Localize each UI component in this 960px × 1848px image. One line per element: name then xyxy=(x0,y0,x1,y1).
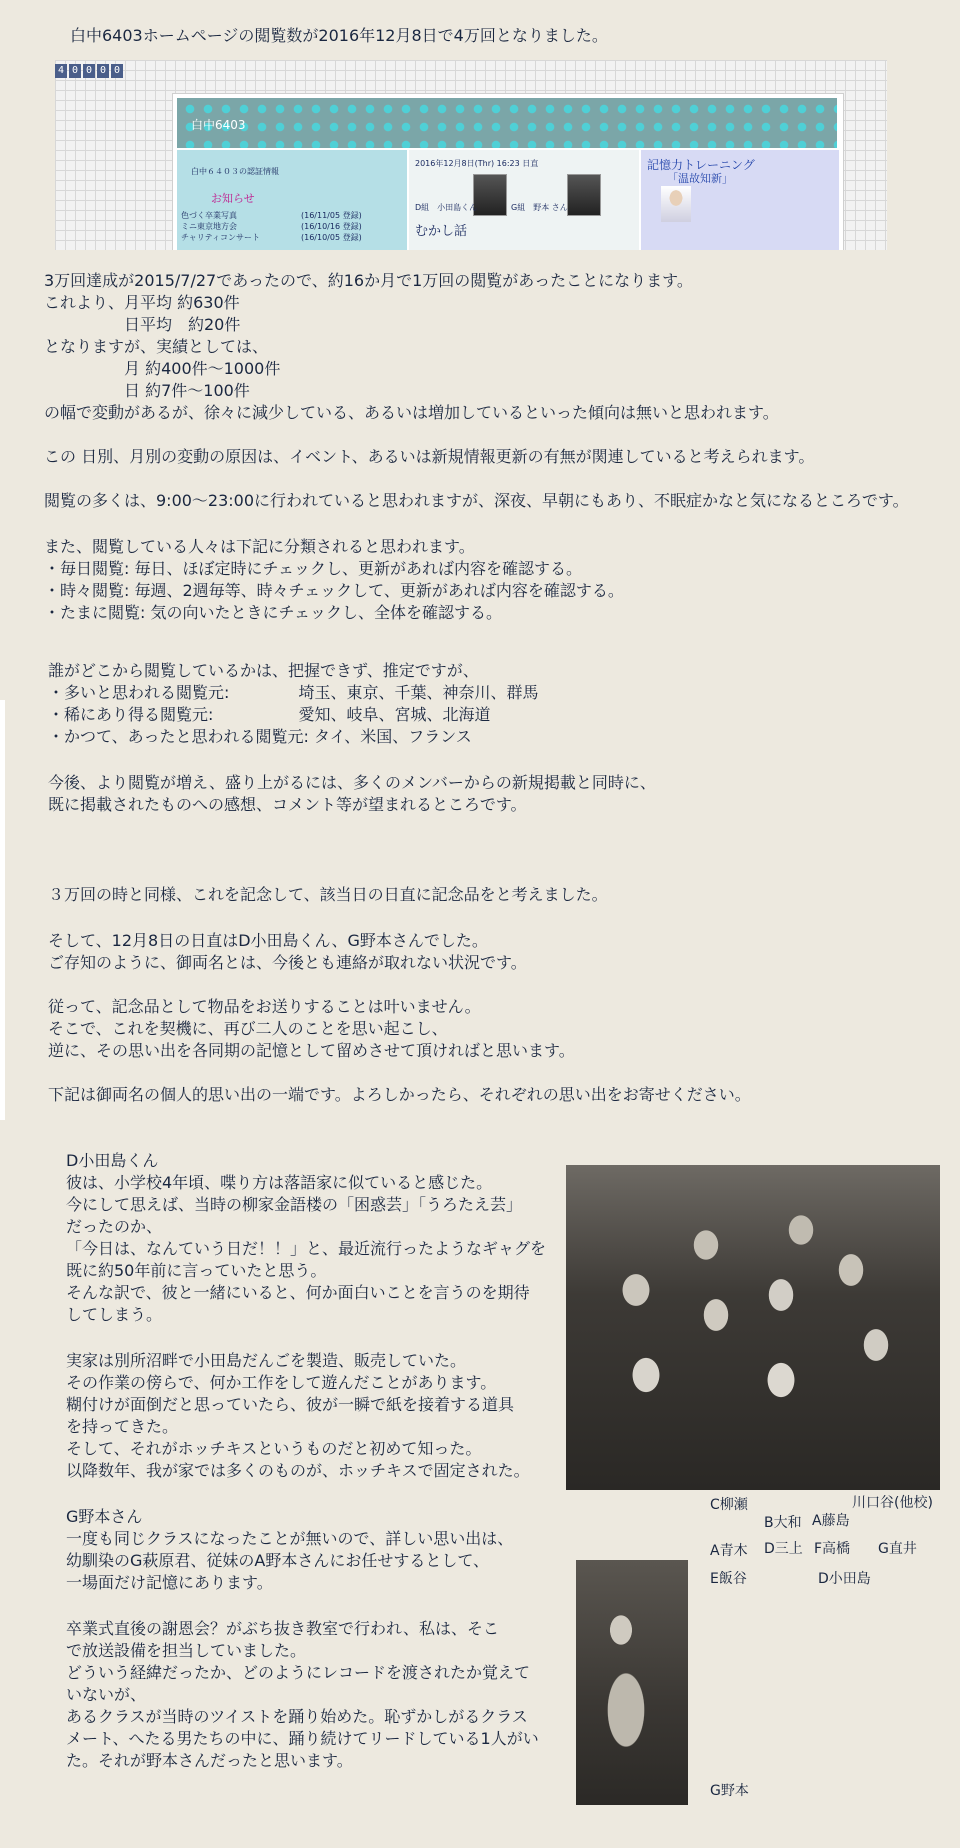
text-line: D小田島くん xyxy=(66,1151,159,1170)
memory-nomoto-2 xyxy=(66,1618,539,1772)
news-item[interactable]: 色づく卒業写真 xyxy=(181,211,237,220)
text-line: ・たまに閲覧: 気の向いたときにチェックし、全体を確認する。 xyxy=(44,603,502,622)
homepage-banner xyxy=(177,98,837,148)
paragraph-request xyxy=(48,1084,751,1106)
text-line: 既に約50年前に言っていたと思う。 xyxy=(66,1261,327,1280)
news-date: (16/10/05 登録) xyxy=(301,233,362,242)
text-line: 3万回達成が2015/7/27であったので、約16か月で1万回の閲覧があったことになります。 xyxy=(44,271,693,290)
counter-digit: 0 xyxy=(97,64,109,78)
photo-label: C柳瀬 xyxy=(710,1497,748,1513)
photo-label: 川口谷(他校) xyxy=(852,1495,933,1511)
text-line: 月 約400件～1000件 xyxy=(44,359,281,378)
text-line: そして、それがホッチキスというものだと初めて知った。 xyxy=(66,1439,482,1458)
text-line: 糊付けが面倒だと思っていたら、彼が一瞬で紙を接着する道具 xyxy=(66,1395,515,1414)
visit-counter xyxy=(55,64,123,78)
text-line: 日 約7件～100件 xyxy=(44,381,250,400)
page-edge xyxy=(0,700,5,1120)
text-line: となりますが、実績としては、 xyxy=(44,337,269,356)
news-date: (16/11/05 登録) xyxy=(301,211,362,220)
paragraph-duty xyxy=(48,930,527,974)
text-line: どういう経緯だったか、どのようにレコードを渡されたか覚えて xyxy=(66,1663,531,1682)
text-line: 一度も同じクラスになったことが無いので、詳しい思い出は、 xyxy=(66,1529,514,1548)
text-line: 一場面だけ記憶にあります。 xyxy=(66,1573,273,1592)
text-line: この 日別、月別の変動の原因は、イベント、あるいは新規情報更新の有無が関連していると考えられます。 xyxy=(44,447,815,466)
photo-label: D三上 xyxy=(764,1541,803,1557)
duty-date: 2016年12月8日(Thr) 16:23 日直 xyxy=(415,159,539,168)
text-line: してしまう。 xyxy=(66,1305,163,1324)
text-line: これより、月平均 約630件 xyxy=(44,293,240,312)
text-line: そして、12月8日の日直はD小田島くん、G野本さんでした。 xyxy=(48,931,488,950)
homepage-right-column xyxy=(641,150,839,250)
paragraph-gift xyxy=(48,996,575,1062)
text-line: 以降数年、我が家では多くのものが、ホッチキスで固定された。 xyxy=(66,1461,530,1480)
text-line: 幼馴染のG萩原君、従妹のA野本さんにお任せするとして、 xyxy=(66,1551,490,1570)
text-line: 彼は、小学校4年頃、喋り方は落語家に似ていると感じた。 xyxy=(66,1173,493,1192)
class-group-photo xyxy=(566,1165,940,1490)
text-line: 「今日は、なんていう日だ！！」と、最近流行ったようなギャグを xyxy=(66,1239,547,1258)
photo-label: E飯谷 xyxy=(710,1571,747,1587)
text-line: あるクラスが当時のツイストを踊り始めた。恥ずかしがるクラス xyxy=(66,1707,528,1726)
text-line: 実家は別所沼畔で小田島だんごを製造、販売していた。 xyxy=(66,1351,467,1370)
photo-label: G直井 xyxy=(878,1541,917,1557)
news-item[interactable]: ミニ東京地方会 xyxy=(181,222,237,231)
paragraph-stats xyxy=(44,270,779,424)
news-heading: お知らせ xyxy=(211,192,255,205)
cert-link[interactable]: 白中６４０３の認証情報 xyxy=(191,167,279,176)
main-text xyxy=(44,270,779,424)
text-line: いないが、 xyxy=(66,1685,147,1704)
text-line: ・毎日閲覧: 毎日、ほぼ定時にチェックし、更新があれば内容を確認する。 xyxy=(44,559,582,578)
photo-label: A青木 xyxy=(710,1543,748,1559)
text-line: ・多いと思われる閲覧元: 埼玉、東京、千葉、神奈川、群馬 xyxy=(48,683,539,702)
text-line: ・かつて、あったと思われる閲覧元: タイ、米国、フランス xyxy=(48,727,472,746)
nomoto-photo xyxy=(576,1560,688,1805)
duty-photo-g xyxy=(567,174,601,216)
text-line: ３万回の時と同様、これを記念して、該当日の日直に記念品をと考えました。 xyxy=(48,885,608,904)
portrait-image xyxy=(661,186,691,222)
text-line: ご存知のように、御両名とは、今後とも連絡が取れない状況です。 xyxy=(48,953,527,972)
homepage-screenshot xyxy=(55,60,887,250)
counter-digit: 0 xyxy=(69,64,81,78)
text-line: で放送設備を担当していました。 xyxy=(66,1641,307,1660)
text-line: G野本さん xyxy=(66,1507,143,1526)
photo-label: A藤島 xyxy=(812,1513,850,1529)
text-line: 下記は御両名の個人的思い出の一端です。よろしかったら、それぞれの思い出をお寄せください。 xyxy=(48,1085,751,1104)
duty-d: D組 小田島くん xyxy=(415,203,478,212)
paragraph-time xyxy=(44,490,909,512)
paragraph-regions xyxy=(48,660,538,748)
text-line: 従って、記念品として物品をお送りすることは叶いません。 xyxy=(48,997,481,1016)
text-line: た。それが野本さんだったと思います。 xyxy=(66,1751,353,1770)
homepage-middle-column xyxy=(409,150,639,250)
page-title: 白中6403ホームページの閲覧数が2016年12月8日で4万回となりました。 xyxy=(70,26,608,45)
news-date: (16/10/16 登録) xyxy=(301,222,362,231)
photo-label: F高橋 xyxy=(814,1541,851,1557)
text-line: そんな訳で、彼と一緒にいると、何か面白いことを言うのを期待 xyxy=(66,1283,530,1302)
text-line: メート、へたる男たちの中に、踊り続けてリードしている1人がい xyxy=(66,1729,539,1748)
text-line: ・時々閲覧: 毎週、2週毎等、時々チェックして、更新があれば内容を確認する。 xyxy=(44,581,624,600)
text-line: ・稀にあり得る閲覧元: 愛知、岐阜、宮城、北海道 xyxy=(48,705,491,724)
photo-label: D小田島 xyxy=(818,1571,871,1587)
memory-odajima-2 xyxy=(66,1350,530,1482)
news-item[interactable]: チャリティコンサート xyxy=(181,233,260,242)
paragraph-future xyxy=(48,772,656,816)
text-line: 今にして思えば、当時の柳家金語楼の「困惑芸」「うろたえ芸」 xyxy=(66,1195,523,1214)
duty-photo-d xyxy=(473,174,507,216)
text-line: 今後、より閲覧が増え、盛り上がるには、多くのメンバーからの新規掲載と同時に、 xyxy=(48,773,656,792)
photo-label: B大和 xyxy=(764,1515,802,1531)
memory-odajima-1 xyxy=(66,1150,546,1326)
counter-digit: 0 xyxy=(83,64,95,78)
paragraph-cause xyxy=(44,446,814,468)
mukashi-heading[interactable]: むかし話 xyxy=(415,224,468,239)
counter-digit: 4 xyxy=(55,64,67,78)
text-line: そこで、これを契機に、再び二人のことを思い起こし、 xyxy=(48,1019,448,1038)
text-line: 既に掲載されたものへの感想、コメント等が望まれるところです。 xyxy=(48,795,527,814)
text-line: 閲覧の多くは、9:00～23:00に行われていると思われますが、深夜、早朝にもあり、不眠症かなと気になるところです。 xyxy=(44,491,909,510)
paragraph-commemorate xyxy=(48,884,608,906)
memory-nomoto-1 xyxy=(66,1506,513,1594)
text-line: だったのか、 xyxy=(66,1217,163,1236)
text-line: 卒業式直後の謝恩会？がぶち抜き教室で行われ、私は、そこ xyxy=(66,1619,499,1638)
text-line: 日平均 約20件 xyxy=(44,315,241,334)
homepage-left-column xyxy=(177,150,407,250)
text-line: を持ってきた。 xyxy=(66,1417,179,1436)
photo-label: G野本 xyxy=(710,1783,749,1799)
text-line: また、閲覧している人々は下記に分類されると思われます。 xyxy=(44,537,475,556)
counter-digit: 0 xyxy=(111,64,123,78)
text-line: その作業の傍らで、何か工作をして遊んだことがあります。 xyxy=(66,1373,497,1392)
text-line: 逆に、その思い出を各同期の記憶として留めさせて頂ければと思います。 xyxy=(48,1041,575,1060)
training-sub: 「温故知新」 xyxy=(667,172,733,185)
duty-g: G組 野本 さん xyxy=(511,203,568,212)
text-line: の幅で変動があるが、徐々に減少している、あるいは増加しているといった傾向は無いと思われます。 xyxy=(44,403,779,422)
training-title[interactable]: 記憶力トレーニング xyxy=(647,158,755,172)
paragraph-categories xyxy=(44,536,624,624)
site-name: 白中6403 xyxy=(191,118,246,132)
homepage-frame xyxy=(172,93,844,250)
text-line: 誰がどこから閲覧しているかは、把握できず、推定ですが、 xyxy=(48,661,479,680)
